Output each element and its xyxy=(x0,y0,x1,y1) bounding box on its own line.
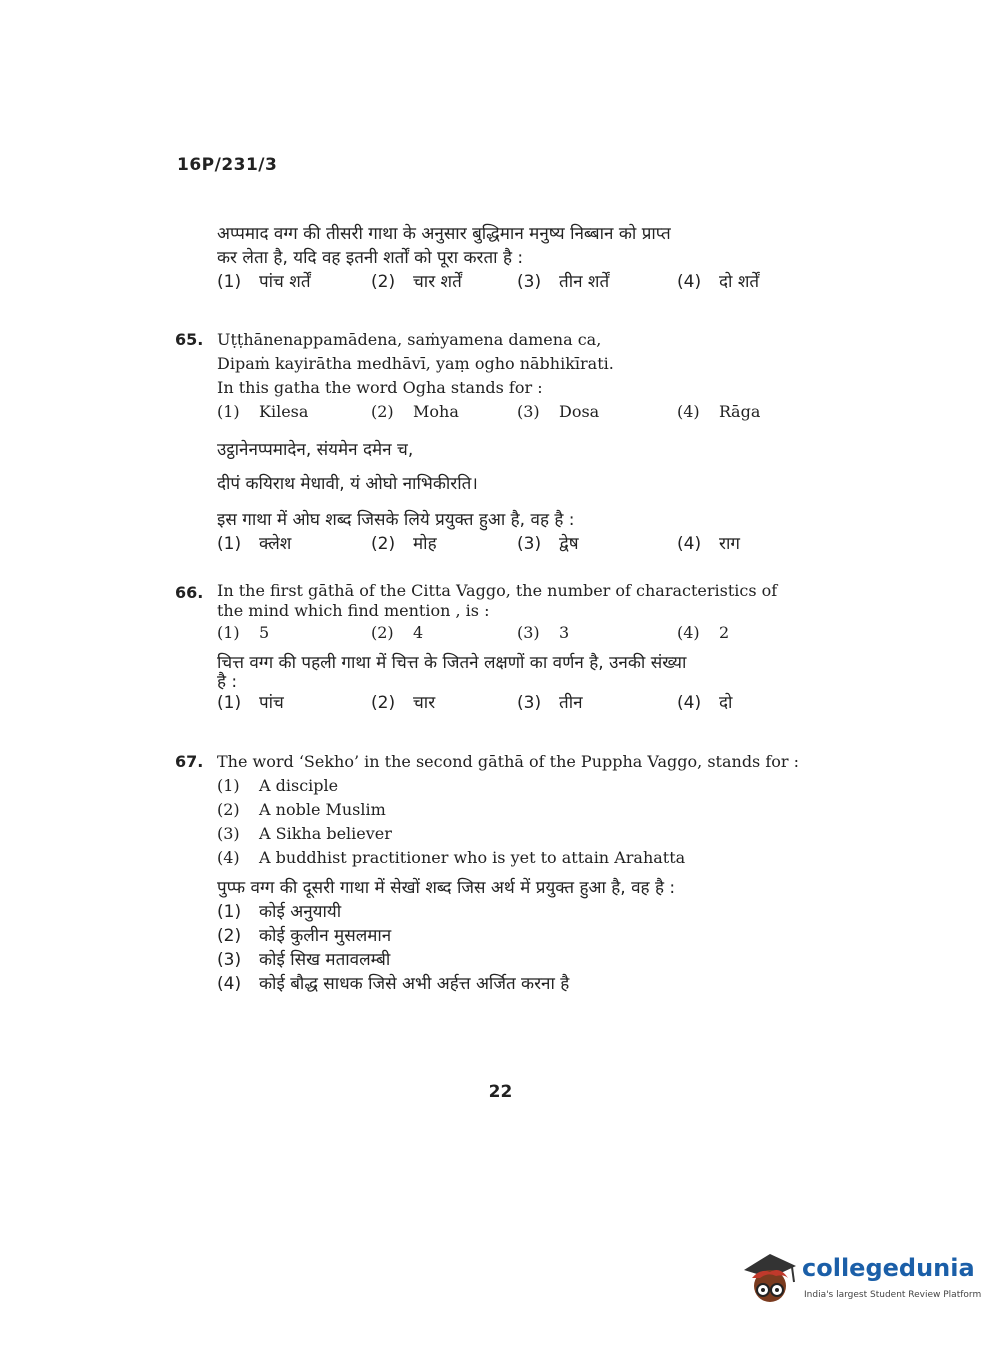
option: (3) 3 xyxy=(517,623,570,642)
mascot-icon xyxy=(740,1248,798,1310)
question-65 xyxy=(175,328,815,556)
option: (1) 5 xyxy=(217,623,270,642)
option: (1) पांच शर्तें xyxy=(217,272,311,292)
hindi-verse-line: दीपं कयिराथ मेधावी, यं ओघो नाभिकीरति। xyxy=(217,474,478,494)
option: (3) तीन xyxy=(517,693,583,713)
option: (2) चार xyxy=(371,693,436,713)
hindi-line: कर लेता है, यदि वह इतनी शर्तों को पूरा करता है : xyxy=(217,248,524,268)
hindi-question-text: इस गाथा में ओघ शब्द जिसके लिये प्रयुक्त हुआ है, वह है : xyxy=(217,510,575,530)
verse-line: Dipaṁ kayirātha medhāvī, yaṃ ogho nābhikīrati. xyxy=(217,354,614,373)
options-row xyxy=(217,400,815,424)
question-64-hindi xyxy=(175,222,815,294)
question-67 xyxy=(175,750,815,996)
option: (2) A noble Muslim xyxy=(217,800,386,819)
hindi-question-text: चित्त वग्ग की पहली गाथा में चित्त के जितने लक्षणों का वर्णन है, उनकी संख्या xyxy=(217,653,687,673)
option: (3) द्वेष xyxy=(517,534,579,554)
option: (4) दो xyxy=(677,693,733,713)
option: (3) Dosa xyxy=(517,402,600,421)
hindi-options-row xyxy=(217,691,815,715)
hindi-options-row xyxy=(217,532,815,556)
option: (4) कोई बौद्ध साधक जिसे अभी अर्हत्त अर्जित करना है xyxy=(217,974,570,994)
option: (2) मोह xyxy=(371,534,437,554)
logo-wordmark: collegedunia xyxy=(802,1254,975,1282)
option: (2) 4 xyxy=(371,623,424,642)
hindi-question-text: है : xyxy=(217,672,238,692)
option: (1) Kilesa xyxy=(217,402,309,421)
question-number: 65. xyxy=(175,330,204,349)
option: (4) दो शर्तें xyxy=(677,272,760,292)
option: (4) 2 xyxy=(677,623,730,642)
option: (2) Moha xyxy=(371,402,459,421)
options-row xyxy=(217,621,815,645)
page-number: 22 xyxy=(488,1082,513,1102)
question-number: 67. xyxy=(175,752,204,771)
logo-tagline: India's largest Student Review Platform xyxy=(804,1290,982,1300)
question-number: 66. xyxy=(175,583,204,602)
verse-line: Uṭṭhānenappamādena, saṁyamena damena ca, xyxy=(217,330,602,349)
option: (1) क्लेश xyxy=(217,534,292,554)
option: (4) Rāga xyxy=(677,402,761,421)
hindi-question-text: पुप्फ वग्ग की दूसरी गाथा में सेखों शब्द जिस अर्थ में प्रयुक्त हुआ है, वह है : xyxy=(217,878,676,898)
option: (2) चार शर्तें xyxy=(371,272,462,292)
hindi-line: अप्पमाद वग्ग की तीसरी गाथा के अनुसार बुद्धिमान मनुष्य निब्बान को प्राप्त xyxy=(217,224,671,244)
question-text: In this gatha the word Ogha stands for : xyxy=(217,378,543,397)
option: (4) राग xyxy=(677,534,740,554)
option: (1) पांच xyxy=(217,693,284,713)
option: (4) A buddhist practitioner who is yet to attain Arahatta xyxy=(217,848,686,867)
question-text: The word ‘Sekho’ in the second gāthā of the Puppha Vaggo, stands for : xyxy=(217,752,800,771)
question-text: the mind which find mention , is : xyxy=(217,601,490,620)
option: (3) A Sikha believer xyxy=(217,824,392,843)
options-row xyxy=(217,270,815,294)
collegedunia-logo xyxy=(740,1248,982,1316)
question-66 xyxy=(175,581,815,715)
option: (3) तीन शर्तें xyxy=(517,272,610,292)
option: (1) कोई अनुयायी xyxy=(217,902,342,922)
question-text: In the first gāthā of the Citta Vaggo, the number of characteristics of xyxy=(217,581,778,600)
hindi-verse-line: उट्ठानेनप्पमादेन, संयमेन दमेन च, xyxy=(217,440,414,460)
option: (1) A disciple xyxy=(217,776,339,795)
paper-code: 16P/231/3 xyxy=(177,155,278,175)
hindi-options-list xyxy=(217,900,815,996)
options-list xyxy=(217,774,815,870)
option: (3) कोई सिख मतावलम्बी xyxy=(217,950,391,970)
option: (2) कोई कुलीन मुसलमान xyxy=(217,926,392,946)
